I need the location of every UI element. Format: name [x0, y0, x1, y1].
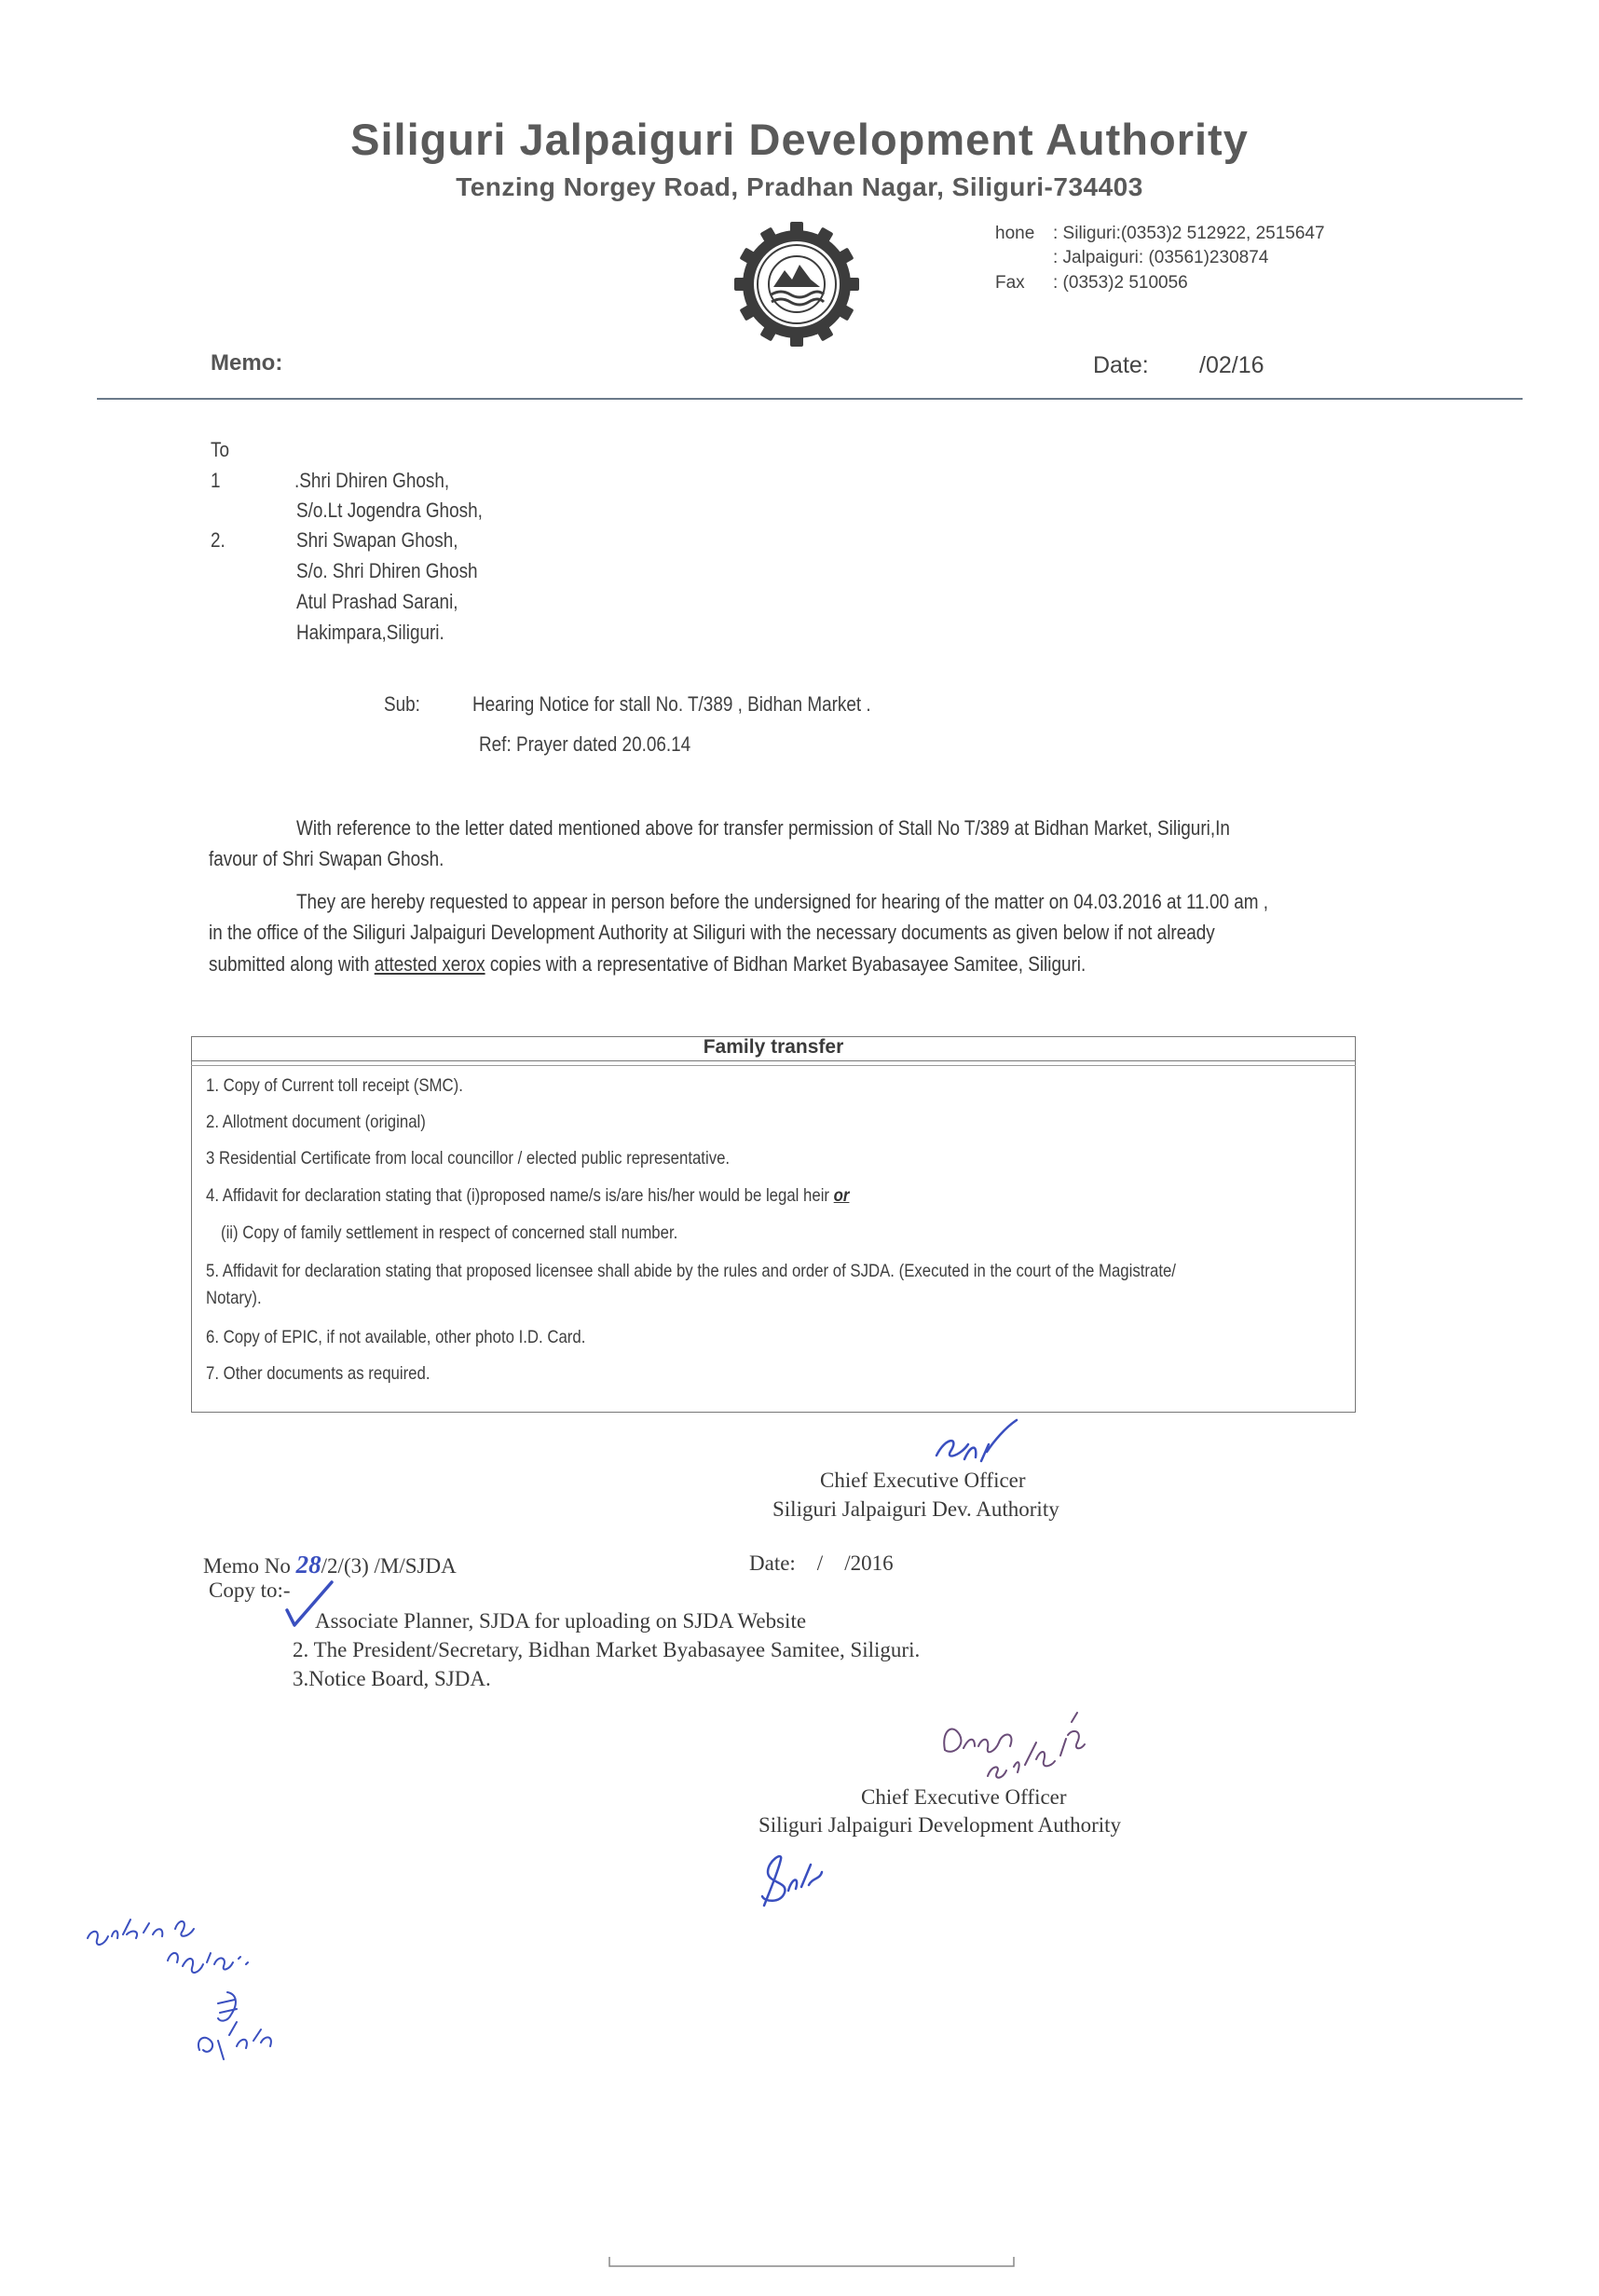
- phone-siliguri: : Siliguri:(0353)2 512922, 2515647: [1053, 224, 1325, 243]
- copy-item-3: 3.Notice Board, SJDA.: [293, 1667, 491, 1690]
- document-item-4-or: or: [833, 1185, 850, 1206]
- subject-text: Hearing Notice for stall No. T/389 , Bidhan Market .: [472, 692, 871, 716]
- table-header-rule: [191, 1060, 1356, 1061]
- footer-memo-handwritten-number: 28: [295, 1551, 321, 1578]
- paragraph-2-line-3-end: copies with a representative of Bidhan Market Byabasayee Samitee, Siliguri.: [485, 952, 1086, 976]
- table-title: Family transfer: [703, 1036, 844, 1058]
- document-item-6: 6. Copy of EPIC, if not available, other photo I.D. Card.: [206, 1327, 586, 1347]
- recipient-1-number: 1: [211, 469, 221, 492]
- copy-item-1: Associate Planner, SJDA for uploading on SJDA Website: [315, 1609, 807, 1633]
- subject-label: Sub:: [384, 692, 420, 716]
- paragraph-2-line-3-start: submitted along with: [209, 952, 375, 976]
- memo-label: Memo:: [211, 350, 283, 376]
- document-item-1: 1. Copy of Current toll receipt (SMC).: [206, 1075, 463, 1096]
- fax-value: : (0353)2 510056: [1053, 273, 1188, 293]
- org-address: Tenzing Norgey Road, Pradhan Nagar, Siliguri-734403: [456, 172, 1143, 201]
- org-name: Siliguri Jalpaiguri Development Authority: [350, 115, 1249, 164]
- document-item-2: 2. Allotment document (original): [206, 1112, 426, 1132]
- attested-xerox-underlined: attested xerox: [374, 952, 485, 976]
- document-item-3: 3 Residential Certificate from local councillor / elected public representative.: [206, 1148, 731, 1168]
- sjda-seal-logo: [734, 222, 859, 347]
- handwritten-initials-date: [932, 1694, 1090, 1787]
- table-header-rule-2: [191, 1065, 1356, 1066]
- signature-2-title: Chief Executive Officer: [861, 1785, 1067, 1809]
- address-line-2: Hakimpara,Siliguri.: [296, 621, 444, 644]
- handwritten-signature-1: [927, 1418, 1020, 1472]
- document-item-7: 7. Other documents as required.: [206, 1363, 430, 1384]
- phone-jalpaiguri: : Jalpaiguri: (03561)230874: [1053, 248, 1269, 267]
- document-item-5-line-2: Notary).: [206, 1288, 262, 1308]
- date-label: Date:: [1093, 352, 1149, 378]
- recipient-1-parent: S/o.Lt Jogendra Ghosh,: [296, 499, 483, 522]
- paragraph-2-line-2: in the office of the Siliguri Jalpaiguri Development Authority at Siliguri with the necessary documents as given below if not already: [209, 921, 1215, 944]
- document-item-4: [206, 1185, 849, 1207]
- copy-to-label: Copy to:-: [209, 1578, 291, 1602]
- signature-1-title: Chief Executive Officer: [820, 1469, 1026, 1492]
- paragraph-2-line-1: They are hereby requested to appear in person before the undersigned for hearing of the matter on 04.03.2016 at 11.00 am ,: [296, 890, 1269, 913]
- handwritten-signature-2: [755, 1850, 829, 1915]
- footer-memo-number: [203, 1551, 457, 1579]
- signature-1-org: Siliguri Jalpaiguri Dev. Authority: [772, 1497, 1059, 1521]
- footer-memo-suffix: /2/(3) /M/SJDA: [321, 1554, 457, 1578]
- document-item-4-text: 4. Affidavit for declaration stating that (i)proposed name/s is/are his/her would be legal heir: [206, 1185, 834, 1206]
- handwritten-margin-note: [78, 1910, 330, 2097]
- to-label: To: [211, 438, 229, 461]
- phone-label: hone: [995, 224, 1035, 243]
- reference-text: Ref: Prayer dated 20.06.14: [479, 732, 691, 756]
- recipient-1-name: .Shri Dhiren Ghosh,: [294, 469, 450, 492]
- document-item-5-line-1: 5. Affidavit for declaration stating that proposed licensee shall abide by the rules and order of SJDA. (Executed in the court of the Magistrate/: [206, 1261, 1176, 1281]
- signature-2-org: Siliguri Jalpaiguri Development Authority: [758, 1813, 1122, 1837]
- date-value: /02/16: [1199, 352, 1264, 378]
- footer-date: Date: / /2016: [749, 1551, 894, 1575]
- copy-item-2: 2. The President/Secretary, Bidhan Market Byabasayee Samitee, Siliguri.: [293, 1638, 921, 1661]
- recipient-2-name: Shri Swapan Ghosh,: [296, 528, 458, 552]
- paragraph-1-line-2: favour of Shri Swapan Ghosh.: [209, 847, 444, 870]
- paragraph-1-line-1: With reference to the letter dated mentioned above for transfer permission of Stall No T/389 at Bidhan Market, Siliguri,In: [296, 816, 1230, 840]
- scan-bracket-mark: [608, 2255, 1018, 2270]
- header-divider: [97, 398, 1523, 400]
- address-line-1: Atul Prashad Sarani,: [296, 590, 458, 613]
- document-item-4-ii: (ii) Copy of family settlement in respect of concerned stall number.: [221, 1223, 678, 1243]
- recipient-2-parent: S/o. Shri Dhiren Ghosh: [296, 559, 478, 582]
- fax-label: Fax: [995, 273, 1025, 293]
- footer-memo-prefix: Memo No: [203, 1554, 296, 1578]
- recipient-2-number: 2.: [211, 528, 226, 552]
- paragraph-2-line-3: [209, 949, 1086, 980]
